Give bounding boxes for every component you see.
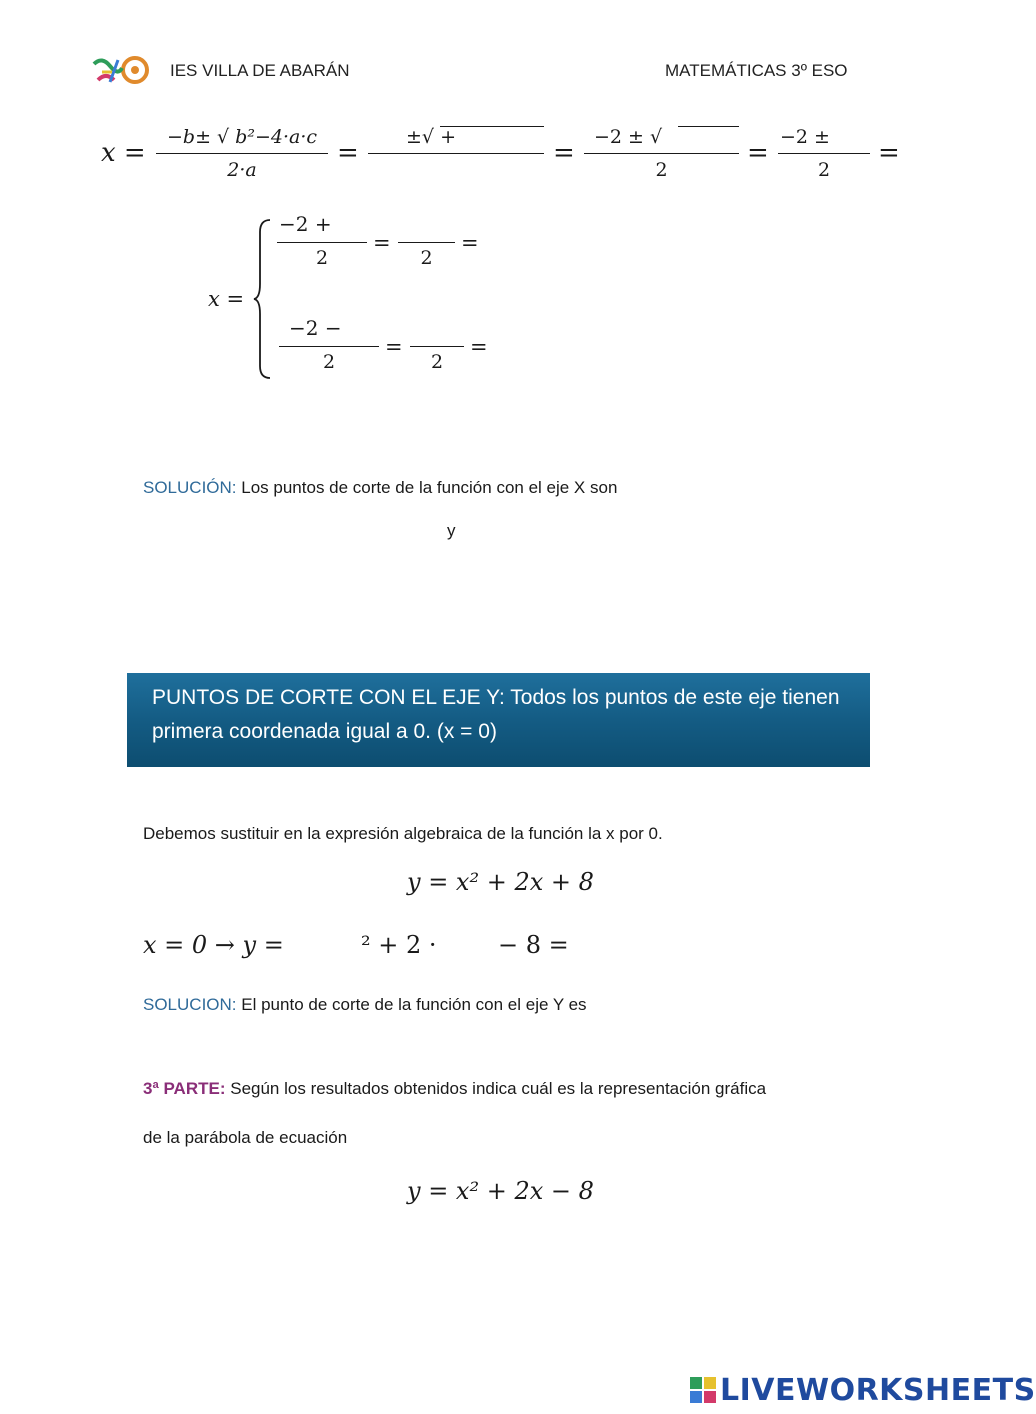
equals-sign-2: = (553, 138, 575, 168)
case1-numerator: −2 + (279, 212, 332, 236)
left-brace (252, 218, 274, 385)
part3-label: 3ª PARTE: (143, 1079, 226, 1098)
root-numerator: −2 ± (780, 126, 830, 148)
case2-equals-a: = (385, 335, 403, 359)
part3-line-2: de la parábola de ecuación (143, 1128, 348, 1147)
simplified-denominator: 2 (655, 159, 668, 181)
liveworksheets-brand: LIVEWORKSHEETS (720, 1373, 1036, 1408)
fraction-bar (368, 153, 544, 154)
y-axis-banner (127, 673, 870, 767)
case2-denominator-2: 2 (430, 351, 444, 373)
substitution-end: − 8 = (498, 931, 569, 959)
case1-fraction (277, 212, 367, 272)
equals-sign-3: = (747, 138, 769, 168)
solution-y-text: El punto de corte de la función con el eje Y es (241, 995, 587, 1014)
banner-line-2: primera coordenada igual a 0. (x = 0) (152, 720, 497, 743)
part3-text-1: Según los resultados obtenidos indica cuál es la representación gráfica (230, 1079, 767, 1098)
solution-x-connector: y (447, 521, 456, 540)
case1-fraction-2 (398, 212, 455, 272)
case1-denominator: 2 (315, 247, 329, 269)
substitution-instruction: Debemos sustituir en la expresión algebraica de la función la x por 0. (143, 824, 663, 843)
root-denominator: 2 (817, 159, 831, 181)
solution-x-label: SOLUCIÓN: (143, 478, 237, 497)
formula-fraction-root (778, 124, 870, 184)
substitution-mid: ² + 2 · (361, 931, 437, 959)
solution-y-label: SOLUCION: (143, 995, 237, 1014)
case1-equals-a: = (373, 231, 391, 255)
fraction-bar (398, 242, 455, 243)
substituted-numerator: ±√ + (406, 126, 456, 148)
simplified-numerator: −2 ± √ (594, 126, 663, 148)
case2-denominator: 2 (322, 351, 336, 373)
substitution-lhs: x = 0 → y = (143, 931, 284, 959)
fraction-bar (778, 153, 870, 154)
fraction-bar (279, 346, 379, 347)
school-logo (92, 54, 150, 88)
fraction-bar (584, 153, 739, 154)
part3-equation: y = x² + 2x − 8 (407, 1177, 594, 1205)
solution-x-text: Los puntos de corte de la función con el eje X son (241, 478, 618, 497)
fraction-bar (410, 346, 464, 347)
sqrt-overline-2 (678, 126, 739, 127)
fraction-bar (156, 153, 328, 154)
formula-numerator: −b± √ b²−4·a·c (166, 126, 318, 148)
formula-denominator: 2·a (227, 159, 257, 181)
case2-equals-b: = (470, 335, 488, 359)
school-name: IES VILLA DE ABARÁN (170, 61, 350, 80)
formula-fraction-simplified (584, 124, 739, 184)
banner-line-1: PUNTOS DE CORTE CON EL EJE Y: Todos los puntos de este eje tienen (152, 686, 840, 709)
case2-numerator: −2 − (289, 316, 342, 340)
cases-x-equals: x = (208, 287, 245, 311)
function-equation: y = x² + 2x + 8 (407, 868, 594, 896)
case1-denominator-2: 2 (420, 247, 433, 269)
sqrt-overline-1 (440, 126, 544, 127)
case2-fraction-2 (410, 316, 464, 376)
liveworksheets-logo-icon (690, 1377, 716, 1408)
solution-y-line (143, 995, 587, 1015)
formula-x-equals: x = (101, 138, 146, 168)
formula-fraction-general (156, 124, 328, 184)
formula-fraction-substituted (368, 124, 544, 184)
subject-title: MATEMÁTICAS 3º ESO (665, 61, 848, 80)
equals-sign-4: = (878, 138, 900, 168)
fraction-bar (277, 242, 367, 243)
case2-fraction (279, 316, 379, 376)
solution-x-line (143, 478, 617, 498)
equals-sign-1: = (337, 138, 359, 168)
case1-equals-b: = (461, 231, 479, 255)
part3-line-1 (143, 1079, 766, 1099)
